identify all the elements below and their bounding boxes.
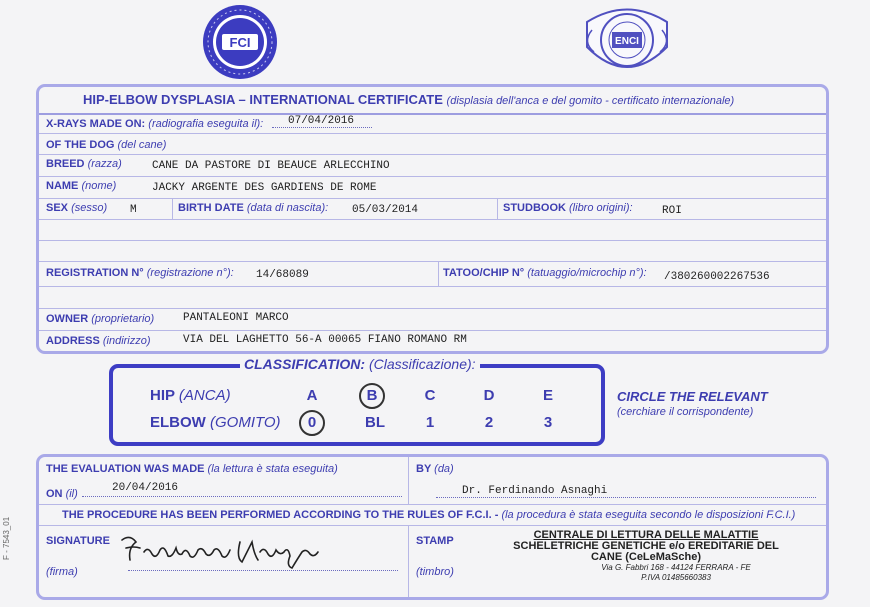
evaluation-date: 20/04/2016: [112, 482, 179, 494]
name-label: NAME (nome): [46, 180, 117, 192]
elbow-grade-0[interactable]: [298, 410, 326, 436]
breed-label: BREED (razza): [46, 158, 122, 170]
signature-label-it: (firma): [46, 566, 78, 578]
circle-instruction: CIRCLE THE RELEVANT: [617, 389, 768, 404]
certificate-subtitle: (displasia dell'anca e del gomito - certificato internazionale): [446, 95, 735, 107]
birth-date-label: BIRTH DATE (data di nascita):: [178, 202, 329, 214]
hip-grade-c[interactable]: C: [424, 387, 436, 404]
tatoo-value: /380260002267536: [664, 271, 770, 283]
registration-label: REGISTRATION N° (registrazione n°):: [46, 267, 234, 279]
owner-label: OWNER (proprietario): [46, 313, 155, 325]
fci-logo: [200, 2, 280, 82]
elbow-grade-1[interactable]: 1: [425, 414, 435, 431]
elbow-grade-3[interactable]: 3: [543, 414, 553, 431]
fci-logo-text: FCI: [229, 35, 251, 50]
procedure-statement: THE PROCEDURE HAS BEEN PERFORMED ACCORDING TO THE RULES OF F.C.I. - (la procedura è stata eseguita secondo le disposizioni F.C.I.): [62, 509, 796, 521]
enci-logo: [572, 2, 682, 82]
hip-grade-b-circled: B: [359, 383, 385, 409]
evaluation-label: THE EVALUATION WAS MADE (la lettura è stata eseguita): [46, 463, 338, 475]
signature-label: SIGNATURE: [46, 535, 110, 547]
stamp-label-it: (timbro): [416, 566, 454, 578]
classification-frame: [109, 364, 605, 446]
xray-label: X-RAYS MADE ON: (radiografia eseguita il):: [46, 118, 264, 130]
xray-date: 07/04/2016: [288, 115, 355, 127]
hip-grade-a[interactable]: A: [306, 387, 318, 404]
hip-grade-d[interactable]: D: [483, 387, 495, 404]
circle-instruction-it: (cerchiare il corrispondente): [617, 406, 754, 418]
studbook-label: STUDBOOK (libro origini):: [503, 202, 633, 214]
owner-value: PANTALEONI MARCO: [183, 312, 289, 324]
form-code: F - 7543_01: [2, 516, 11, 560]
enci-emblem-icon: [572, 2, 682, 82]
hip-label: HIP (ANCA): [150, 387, 231, 404]
handwritten-signature: [118, 528, 338, 570]
classification-title: CLASSIFICATION: (Classificazione):: [240, 356, 480, 372]
stamp-line-5: P.IVA 01485660383: [641, 573, 711, 582]
stamp-block: [496, 530, 796, 582]
studbook-value: ROI: [662, 205, 682, 217]
stamp-line-2: SCHELETRICHE GENETICHE e/o EREDITARIE DEL: [513, 540, 779, 552]
hip-grade-e[interactable]: E: [542, 387, 553, 404]
stamp-line-4: Via G. Fabbri 168 - 44124 FERRARA - FE: [601, 563, 751, 572]
elbow-label: ELBOW (GOMITO): [150, 414, 281, 431]
address-label: ADDRESS (indirizzo): [46, 335, 151, 347]
breed-value: CANE DA PASTORE DI BEAUCE ARLECCHINO: [152, 160, 390, 172]
elbow-grade-0-circled: 0: [299, 410, 325, 436]
elbow-grade-bl[interactable]: BL: [365, 414, 385, 431]
signature-icon: [118, 528, 338, 570]
sex-label: SEX (sesso): [46, 202, 108, 214]
stamp-line-1: CENTRALE DI LETTURA DELLE MALATTIE: [533, 529, 759, 541]
certificate-title: [83, 92, 734, 107]
hip-grade-b[interactable]: [358, 383, 386, 409]
fci-emblem-icon: [200, 2, 280, 82]
birth-date-value: 05/03/2014: [352, 204, 419, 216]
stamp-label: STAMP: [416, 535, 454, 547]
dog-label: OF THE DOG (del cane): [46, 139, 167, 151]
tatoo-label: TATOO/CHIP N° (tatuaggio/microchip n°):: [443, 267, 647, 279]
by-value: Dr. Ferdinando Asnaghi: [462, 485, 608, 497]
by-label: BY (da): [416, 463, 454, 475]
certificate-title-text: HIP-ELBOW DYSPLASIA – INTERNATIONAL CERTIFICATE: [83, 92, 443, 107]
enci-logo-text: ENCI: [615, 36, 639, 47]
sex-value: M: [130, 204, 137, 216]
address-value: VIA DEL LAGHETTO 56-A 00065 FIANO ROMANO RM: [183, 334, 467, 346]
evaluation-on-label: ON (il): [46, 488, 78, 500]
stamp-line-3: CANE (CeLeMaSche): [590, 551, 702, 563]
registration-value: 14/68089: [256, 269, 309, 281]
name-value: JACKY ARGENTE DES GARDIENS DE ROME: [152, 182, 377, 194]
elbow-grade-2[interactable]: 2: [484, 414, 494, 431]
